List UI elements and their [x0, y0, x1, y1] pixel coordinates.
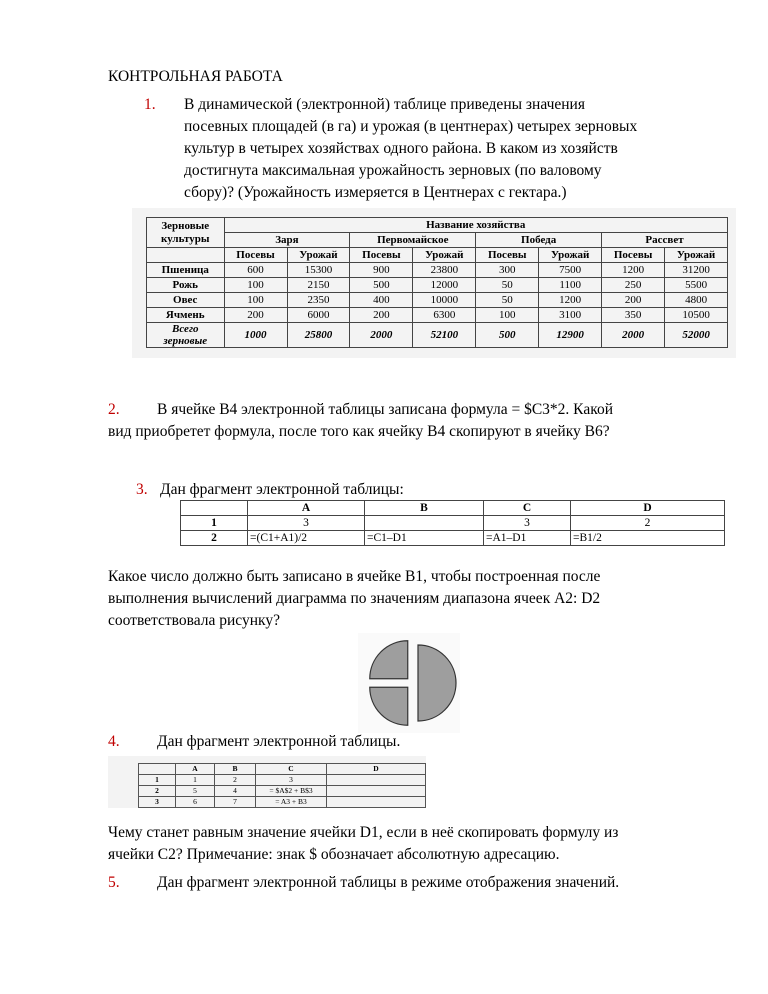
sub-header: Урожай [665, 248, 728, 263]
crop-label: Рожь [147, 278, 225, 293]
q3-number: 3. [136, 481, 148, 498]
pie-chart [358, 633, 460, 733]
total-label-line: зерновые [163, 335, 208, 347]
pie-slice [370, 687, 408, 725]
data-cell: 50 [476, 293, 539, 308]
corner-cell [181, 501, 248, 516]
pie-chart-frame [358, 633, 460, 733]
row-header: 1 [139, 775, 176, 786]
cell: 2 [571, 516, 725, 531]
q1-line: культур в четырех хозяйствах одного района. В каком из хозяйств [184, 140, 618, 157]
row-header: 3 [139, 797, 176, 808]
total-cell: 2000 [350, 323, 413, 348]
col-header: B [365, 501, 484, 516]
q4-number: 4. [108, 733, 120, 750]
corner-header [147, 218, 225, 248]
cell: = A3 + B3 [256, 797, 327, 808]
total-cell: 1000 [224, 323, 287, 348]
table-row [147, 278, 728, 293]
sub-header: Посевы [602, 248, 665, 263]
data-cell: 200 [224, 308, 287, 323]
cell [365, 516, 484, 531]
group-header: Название хозяйства [224, 218, 728, 233]
data-cell: 15300 [287, 263, 350, 278]
data-cell: 6000 [287, 308, 350, 323]
corner-blank [147, 248, 225, 263]
sub-header: Урожай [287, 248, 350, 263]
col-header: A [248, 501, 365, 516]
data-cell: 250 [602, 278, 665, 293]
total-cell: 2000 [602, 323, 665, 348]
q3-line: Какое число должно быть записано в ячейке B1, чтобы построенная после [108, 568, 601, 585]
cell: 7 [215, 797, 256, 808]
cell: = $A$2 + B$3 [256, 786, 327, 797]
data-cell: 31200 [665, 263, 728, 278]
cell: =A1–D1 [484, 531, 571, 546]
col-header: C [256, 764, 327, 775]
data-cell: 100 [224, 278, 287, 293]
q4-text [108, 822, 618, 866]
col-header: B [215, 764, 256, 775]
cell: =(C1+A1)/2 [248, 531, 365, 546]
total-cell: 12900 [539, 323, 602, 348]
data-cell: 200 [602, 293, 665, 308]
cell: =C1–D1 [365, 531, 484, 546]
q3-intro: Дан фрагмент электронной таблицы: [160, 481, 404, 498]
data-cell: 600 [224, 263, 287, 278]
col-header: A [176, 764, 215, 775]
q2-line: вид приобретет формула, после того как ячейку B4 скопируют в ячейку B6? [108, 423, 610, 440]
data-cell: 100 [224, 293, 287, 308]
row-header: 1 [181, 516, 248, 531]
row-header: 2 [181, 531, 248, 546]
cell: 6 [176, 797, 215, 808]
data-cell: 2350 [287, 293, 350, 308]
data-cell: 50 [476, 278, 539, 293]
farm-header: Первомайское [350, 233, 476, 248]
farm-header: Заря [224, 233, 350, 248]
data-cell: 1200 [602, 263, 665, 278]
total-cell: 25800 [287, 323, 350, 348]
table-row [139, 775, 426, 786]
q2-line: В ячейке B4 электронной таблицы записана формула = $C3*2. Какой [157, 401, 613, 418]
q4-line: Чему станет равным значение ячейки D1, если в неё скопировать формулу из [108, 824, 619, 841]
sub-header: Посевы [476, 248, 539, 263]
q4-intro: Дан фрагмент электронной таблицы. [157, 733, 401, 750]
q1-line: достигнута максимальная урожайность зерновых (по валовому [184, 162, 602, 179]
cell: 5 [176, 786, 215, 797]
data-cell: 6300 [413, 308, 476, 323]
sub-header: Урожай [539, 248, 602, 263]
total-cell: 500 [476, 323, 539, 348]
data-cell: 7500 [539, 263, 602, 278]
q1-line: В динамической (электронной) таблице приведены значения [184, 96, 585, 113]
farm-header: Рассвет [602, 233, 728, 248]
table-row [139, 797, 426, 808]
cell: 2 [215, 775, 256, 786]
crop-label: Ячмень [147, 308, 225, 323]
table-row [147, 263, 728, 278]
total-label-line: Всего [171, 323, 199, 335]
total-cell: 52000 [665, 323, 728, 348]
col-header: D [571, 501, 725, 516]
data-cell: 500 [350, 278, 413, 293]
cell [327, 797, 426, 808]
data-cell: 10500 [665, 308, 728, 323]
q5-text: Дан фрагмент электронной таблицы в режиме отображения значений. [157, 874, 620, 891]
sub-header: Посевы [224, 248, 287, 263]
data-cell: 1200 [539, 293, 602, 308]
data-cell: 200 [350, 308, 413, 323]
corner-line: культуры [161, 232, 210, 245]
sub-header: Урожай [413, 248, 476, 263]
col-header: C [484, 501, 571, 516]
cell: 3 [248, 516, 365, 531]
page-title: КОНТРОЛЬНАЯ РАБОТА [108, 68, 283, 85]
farm-header: Победа [476, 233, 602, 248]
data-cell: 900 [350, 263, 413, 278]
data-cell: 2150 [287, 278, 350, 293]
q1-line: сбору)? (Урожайность измеряется в Центнерах с гектара.) [184, 184, 567, 201]
col-header: D [327, 764, 426, 775]
cell [327, 786, 426, 797]
table-row [147, 308, 728, 323]
data-cell: 100 [476, 308, 539, 323]
cell: 1 [176, 775, 215, 786]
crop-label: Пшеница [147, 263, 225, 278]
data-cell: 350 [602, 308, 665, 323]
table-row [147, 293, 728, 308]
cell: 4 [215, 786, 256, 797]
q3-line: выполнения вычислений диаграмма по значениям диапазона ячеек A2: D2 [108, 590, 601, 607]
corner-line: Зерновые [161, 219, 210, 232]
data-cell: 10000 [413, 293, 476, 308]
data-cell: 1100 [539, 278, 602, 293]
corner-cell [139, 764, 176, 775]
data-cell: 300 [476, 263, 539, 278]
q1-text [184, 94, 637, 204]
cell: 3 [484, 516, 571, 531]
cell [327, 775, 426, 786]
harvest-table [146, 217, 728, 348]
data-cell: 5500 [665, 278, 728, 293]
total-label [147, 323, 225, 348]
row-header: 2 [139, 786, 176, 797]
q1-line: посевных площадей (в га) и урожая (в центнерах) четырех зерновых [184, 118, 638, 135]
crop-label: Овес [147, 293, 225, 308]
table-row [139, 786, 426, 797]
data-cell: 400 [350, 293, 413, 308]
pie-slice [418, 645, 456, 721]
pie-slice [370, 641, 408, 679]
q5-number: 5. [108, 874, 120, 891]
q3-line: соответствовала рисунку? [108, 612, 280, 629]
q1-number: 1. [144, 96, 156, 113]
cell: =B1/2 [571, 531, 725, 546]
data-cell: 12000 [413, 278, 476, 293]
cell: 3 [256, 775, 327, 786]
data-cell: 3100 [539, 308, 602, 323]
formula-table-q3 [180, 500, 725, 546]
data-cell: 4800 [665, 293, 728, 308]
formula-table-q4 [138, 763, 426, 808]
q2-number: 2. [108, 401, 120, 418]
q4-line: ячейки C2? Примечание: знак $ обозначает абсолютную адресацию. [108, 846, 560, 863]
data-cell: 23800 [413, 263, 476, 278]
total-cell: 52100 [413, 323, 476, 348]
sub-header: Посевы [350, 248, 413, 263]
q3-text [108, 566, 600, 632]
